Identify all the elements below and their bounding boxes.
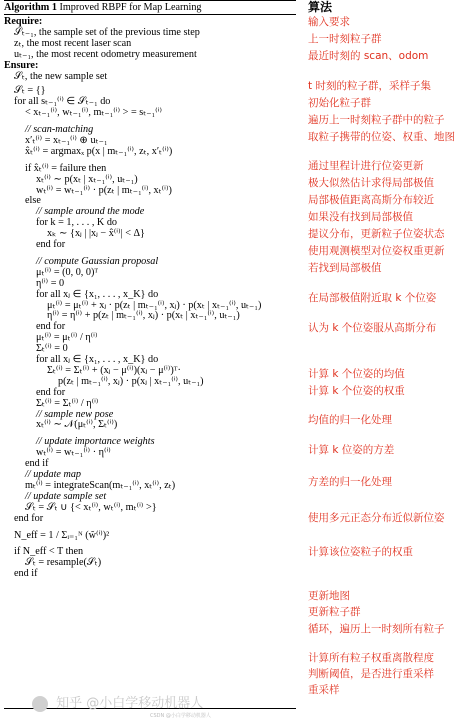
algorithm-line: 𝒮ₜ = {} <box>14 85 46 97</box>
algorithm-comment: // scan-matching <box>25 124 94 136</box>
algorithm-line: for all xⱼ ∈ {x₁, . . . , x_K} do <box>36 288 159 300</box>
algorithm-comment: // sample new pose <box>36 408 114 420</box>
annotation-item: 计算 k 个位姿的权重 <box>308 385 405 397</box>
algorithm-line: if N_eff < T then <box>14 546 84 558</box>
algorithm-line: μₜ⁽ⁱ⁾ = μₜ⁽ⁱ⁾ + xⱼ · p(zₜ | mₜ₋₁⁽ⁱ⁾, xⱼ) · p(xₜ | xₜ₋₁⁽ⁱ⁾, uₜ₋₁) <box>47 299 262 311</box>
annotation-item: 上一时刻粒子群 <box>308 33 382 45</box>
algorithm-line: for k = 1, . . . , K do <box>36 217 118 229</box>
algorithm-line: for all sₜ₋₁⁽ⁱ⁾ ∈ 𝒮ₜ₋₁ do <box>14 96 111 108</box>
algorithm-line: end if <box>14 568 38 580</box>
annotation-item: 均值的归一化处理 <box>308 414 392 426</box>
annotation-item: 初始化粒子群 <box>308 97 371 109</box>
algorithm-line: η⁽ⁱ⁾ = η⁽ⁱ⁾ + p(zₜ | mₜ₋₁⁽ⁱ⁾, xⱼ) · p(xₜ | xₜ₋₁⁽ⁱ⁾, uₜ₋₁) <box>47 310 240 322</box>
algorithm-comment: // update importance weights <box>36 436 155 448</box>
annotation-item: 计算该位姿粒子的权重 <box>308 546 413 558</box>
annotation-item: 更新地图 <box>308 590 350 602</box>
algorithm-line: xₜ⁽ⁱ⁾ ∼ 𝒩(μₜ⁽ⁱ⁾, Σₜ⁽ⁱ⁾) <box>36 419 118 431</box>
require-item: 𝒮ₜ₋₁, the sample set of the previous time step <box>14 26 200 38</box>
algorithm-line: if x̂ₜ⁽ⁱ⁾ = failure then <box>25 162 107 174</box>
annotation-item: 提议分布，更新粒子位姿状态 <box>308 228 445 240</box>
algorithm-line: end if <box>25 458 49 470</box>
algorithm-line: end for <box>14 512 44 524</box>
annotation-item: 遍历上一时刻粒子群中的粒子 <box>308 114 445 126</box>
annotation-item: 重采样 <box>308 684 340 696</box>
algorithm-comment: // compute Gaussian proposal <box>36 255 159 267</box>
require-label: Require: <box>4 16 43 27</box>
algorithm-line: xₖ ∼ {xⱼ | |xⱼ − x̂⁽ⁱ⁾| < Δ} <box>47 228 145 240</box>
algorithm-line: 𝒮ₜ = 𝒮ₜ ∪ {< xₜ⁽ⁱ⁾, wₜ⁽ⁱ⁾, mₜ⁽ⁱ⁾ >} <box>25 501 157 513</box>
algorithm-line: N_eff = 1 / Σᵢ₌₁ᴺ (w̃⁽ⁱ⁾)² <box>14 529 110 541</box>
algorithm-line: end for <box>36 239 66 251</box>
algorithm-line: wₜ⁽ⁱ⁾ = wₜ₋₁⁽ⁱ⁾ · η⁽ⁱ⁾ <box>36 447 111 459</box>
algorithm-line: p(zₜ | mₜ₋₁⁽ⁱ⁾, xⱼ) · p(xⱼ | xₜ₋₁⁽ⁱ⁾, uₜ₋₁) <box>58 375 204 387</box>
annotation-item: 计算 k 个位姿的均值 <box>308 368 405 380</box>
algorithm-line: x′ₜ⁽ⁱ⁾ = xₜ₋₁⁽ⁱ⁾ ⊕ uₜ₋₁ <box>25 134 108 146</box>
algorithm-line: η⁽ⁱ⁾ = 0 <box>36 277 65 289</box>
watermark-text: 知乎 @小白学移动机器人 <box>56 696 204 711</box>
algorithm-line: for all xⱼ ∈ {x₁, . . . , x_K} do <box>36 354 159 366</box>
algorithm-line: Σₜ⁽ⁱ⁾ = Σₜ⁽ⁱ⁾ / η⁽ⁱ⁾ <box>36 397 99 409</box>
annotation-item: 判断阈值，是否进行重采样 <box>308 668 434 680</box>
annotation-item: 使用多元正态分布近似新位姿 <box>308 512 445 524</box>
top-rule <box>4 0 296 1</box>
require-item: zₜ, the most recent laser scan <box>14 37 132 49</box>
ensure-label: Ensure: <box>4 59 39 71</box>
annotation-item: 在局部极值附近取 k 个位姿 <box>308 292 437 304</box>
algorithm-title <box>4 2 202 13</box>
algorithm-line: else <box>25 195 41 207</box>
algorithm-comment: // sample around the mode <box>36 206 145 218</box>
zhihu-logo-icon <box>32 696 48 712</box>
annotation-item: 极大似然估计求得局部极值 <box>308 177 434 189</box>
algorithm-line: < xₜ₋₁⁽ⁱ⁾, wₜ₋₁⁽ⁱ⁾, mₜ₋₁⁽ⁱ⁾ > = sₜ₋₁⁽ⁱ⁾ <box>25 107 162 119</box>
algorithm-line: Σₜ⁽ⁱ⁾ = 0 <box>36 343 68 355</box>
algorithm-comment: // update map <box>25 469 82 481</box>
annotation-item: 取粒子携带的位姿、权重、地图 <box>308 131 455 143</box>
algorithm-line: 𝒮ₜ = resample(𝒮ₜ) <box>25 557 102 569</box>
annotation-item: t 时刻的粒子群，采样子集 <box>308 80 431 92</box>
algorithm-line: end for <box>36 386 66 398</box>
annotation-panel <box>302 0 474 719</box>
annotation-item: 循环，遍历上一时刻所有粒子 <box>308 623 445 635</box>
algorithm-comment: // update sample set <box>25 490 107 502</box>
annotation-item: 计算 k 位姿的方差 <box>308 444 395 456</box>
algorithm-line: μₜ⁽ⁱ⁾ = (0, 0, 0)ᵀ <box>36 266 99 278</box>
ensure-item: 𝒮ₜ, the new sample set <box>14 70 108 82</box>
annotation-item: 输入要求 <box>308 16 350 28</box>
annotation-item: 最近时刻的 scan、odom <box>308 50 429 62</box>
annotation-item: 通过里程计进行位姿更新 <box>308 160 424 172</box>
annotation-item: 计算所有粒子权重离散程度 <box>308 652 434 664</box>
title-rule <box>4 14 296 15</box>
watermark <box>32 692 203 712</box>
annotation-item: 认为 k 个位姿服从高斯分布 <box>308 322 437 334</box>
require-item: uₜ₋₁, the most recent odometry measurement <box>14 48 197 60</box>
small-watermark: CSDN @小白学移动机器人 <box>150 713 211 719</box>
algorithm-line: end for <box>36 321 66 333</box>
algorithm-line: xₜ⁽ⁱ⁾ ∼ p(xₜ | xₜ₋₁⁽ⁱ⁾, uₜ₋₁) <box>36 173 138 185</box>
algorithm-number: Algorithm 1 <box>4 2 57 13</box>
algorithm-line: wₜ⁽ⁱ⁾ = wₜ₋₁⁽ⁱ⁾ · p(zₜ | mₜ₋₁⁽ⁱ⁾, xₜ⁽ⁱ⁾) <box>36 184 172 196</box>
annotation-item: 使用观测模型对位姿权重更新 <box>308 245 445 257</box>
annotation-item: 如果没有找到局部极值 <box>308 211 413 223</box>
algorithm-name: Improved RBPF for Map Learning <box>59 2 202 13</box>
annotation-item: 更新粒子群 <box>308 606 361 618</box>
algorithm-line: mₜ⁽ⁱ⁾ = integrateScan(mₜ₋₁⁽ⁱ⁾, xₜ⁽ⁱ⁾, zₜ) <box>25 479 176 491</box>
annotation-item: 方差的归一化处理 <box>308 476 392 488</box>
algorithm-line: x̂ₜ⁽ⁱ⁾ = argmaxₓ p(x | mₜ₋₁⁽ⁱ⁾, zₜ, x′ₜ⁽ⁱ⁾) <box>25 145 173 157</box>
algorithm-line: μₜ⁽ⁱ⁾ = μₜ⁽ⁱ⁾ / η⁽ⁱ⁾ <box>36 332 98 344</box>
annotation-item: 局部极值距离高斯分布较近 <box>308 194 434 206</box>
algorithm-line: Σₜ⁽ⁱ⁾ = Σₜ⁽ⁱ⁾ + (xⱼ − μ⁽ⁱ⁾)(xⱼ − μ⁽ⁱ⁾)ᵀ· <box>47 364 181 376</box>
annotation-item: 若找到局部极值 <box>308 262 382 274</box>
annotation-header: 算法 <box>308 0 333 14</box>
